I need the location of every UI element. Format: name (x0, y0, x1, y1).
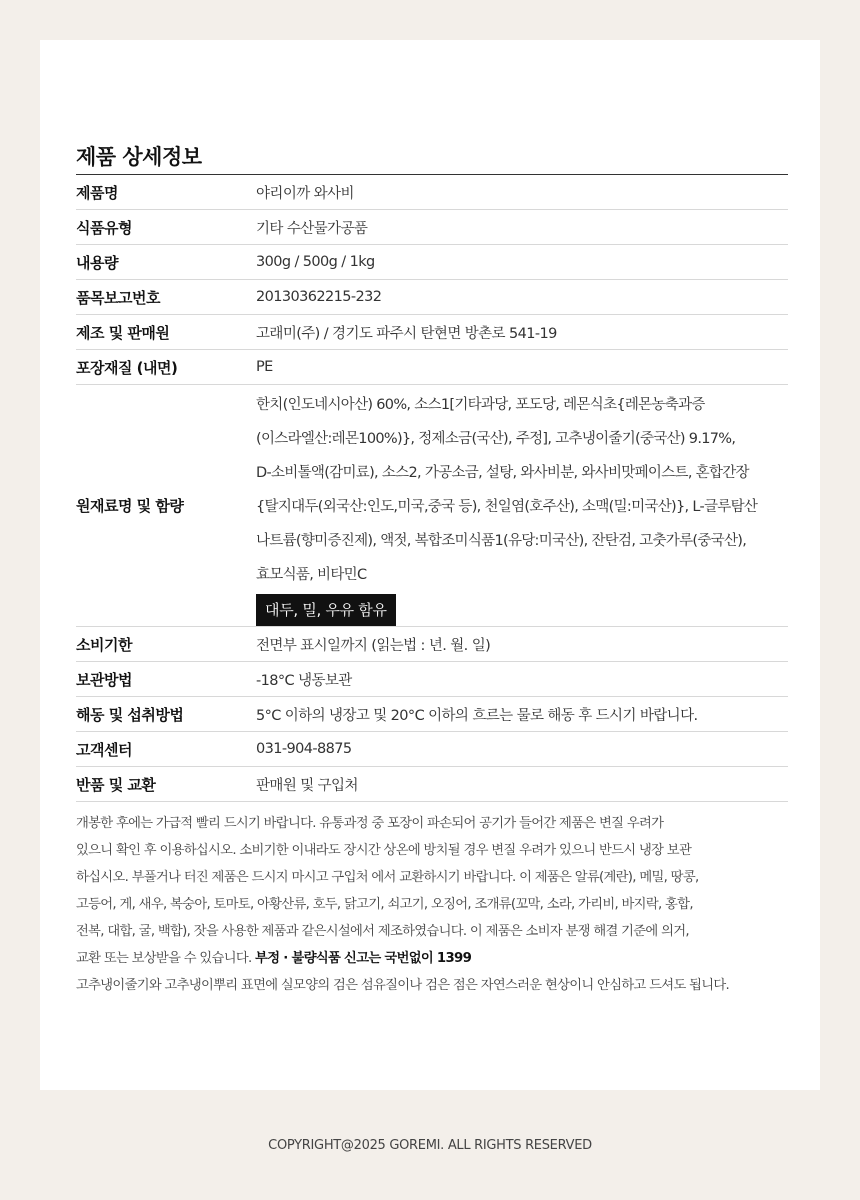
info-row-packaging (76, 350, 788, 385)
ingredient-line: 한치(인도네시아산) 60%, 소스1[기타과당, 포도당, 레몬식초{레몬농축과증 (256, 396, 705, 413)
product-info-section (76, 140, 788, 999)
copyright-footer: COPYRIGHT@2025 GOREMI. ALL RIGHTS RESERVED (268, 1138, 592, 1153)
info-row-product-name (76, 175, 788, 210)
row-label: 품목보고번호 (76, 288, 160, 307)
row-value: 20130362215-232 (256, 289, 382, 305)
row-label: 식품유형 (76, 218, 132, 237)
info-row-net-content (76, 245, 788, 280)
ingredients-list (256, 386, 788, 626)
info-row-customer-center (76, 732, 788, 767)
row-value: 전면부 표시일까지 (읽는법 : 년. 월. 일) (256, 637, 491, 654)
row-label: 제품명 (76, 183, 118, 202)
ingredient-line: (이스라엘산:레몬100%)}, 정제소금(국산), 주정], 고추냉이줄기(중국산) 9.17%, (256, 430, 736, 447)
info-row-manufacturer (76, 315, 788, 350)
note-line: 개봉한 후에는 가급적 빨리 드시기 바랍니다. 유통과정 중 포장이 파손되어 공기가 들어간 제품은 변질 우려가 (76, 816, 664, 831)
row-label: 제조 및 판매원 (76, 323, 170, 342)
row-value: 고래미(주) / 경기도 파주시 탄현면 방촌로 541-19 (256, 325, 557, 342)
row-label: 고객센터 (76, 740, 132, 759)
info-row-expiry (76, 627, 788, 662)
row-value: 기타 수산물가공품 (256, 220, 368, 237)
note-text: 교환 또는 보상받을 수 있습니다. (76, 951, 256, 966)
row-label: 포장재질 (내면) (76, 358, 178, 377)
info-row-thawing (76, 697, 788, 732)
row-value: 판매원 및 구입처 (256, 777, 358, 794)
note-line: 하십시오. 부풀거나 터진 제품은 드시지 마시고 구입처 에서 교환하시기 바랍니다. 이 제품은 알류(계란), 메밀, 땅콩, (76, 870, 699, 885)
allergen-badge: 대두, 밀, 우유 함유 (256, 594, 396, 626)
row-label: 내용량 (76, 253, 118, 272)
row-label: 해동 및 섭취방법 (76, 705, 184, 724)
note-line: 고추냉이줄기와 고추냉이뿌리 표면에 실모양의 검은 섬유질이나 검은 점은 자연스러운 현상이니 안심하고 드셔도 됩니다. (76, 978, 730, 993)
info-row-report-number (76, 280, 788, 315)
info-row-ingredients (76, 385, 788, 627)
section-title: 제품 상세정보 (76, 140, 788, 175)
row-value: -18°C 냉동보관 (256, 672, 352, 689)
caution-notes (76, 810, 788, 999)
row-value: 031-904-8875 (256, 741, 352, 757)
row-value: 5°C 이하의 냉장고 및 20°C 이하의 흐르는 물로 해동 후 드시기 바랍니다. (256, 707, 698, 724)
product-info-card (40, 40, 820, 1090)
info-row-food-type (76, 210, 788, 245)
note-line: 있으니 확인 후 이용하십시오. 소비기한 이내라도 장시간 상온에 방치될 경우 변질 우려가 있으니 반드시 냉장 보관 (76, 843, 692, 858)
row-value: 300g / 500g / 1kg (256, 254, 375, 270)
ingredient-line: D-소비톨액(감미료), 소스2, 가공소금, 설탕, 와사비분, 와사비맛페이스트, 혼합간장 (256, 464, 749, 481)
ingredient-line: 효모식품, 비타민C (256, 566, 367, 583)
row-label: 소비기한 (76, 635, 132, 654)
row-label: 원재료명 및 함량 (76, 497, 184, 515)
ingredient-line: {탈지대두(외국산:인도,미국,중국 등), 천일염(호주산), 소맥(밀:미국산)}, L-글루탐산 (256, 498, 758, 515)
info-row-storage (76, 662, 788, 697)
ingredient-line: 나트륨(향미증진제), 액젓, 복합조미식품1(유당:미국산), 잔탄검, 고춧가루(중국산), (256, 532, 747, 549)
row-value: 야리이까 와사비 (256, 185, 354, 202)
note-line: 전복, 대합, 굴, 백합), 잣을 사용한 제품과 같은시설에서 제조하였습니다. 이 제품은 소비자 분쟁 해결 기준에 의거, (76, 924, 689, 939)
note-line (76, 945, 788, 972)
note-line: 고등어, 게, 새우, 복숭아, 토마토, 아황산류, 호두, 닭고기, 쇠고기, 오징어, 조개류(꼬막, 소라, 가리비, 바지락, 홍합, (76, 897, 693, 912)
row-label: 반품 및 교환 (76, 775, 156, 794)
info-row-returns (76, 767, 788, 802)
report-hotline-text: 부정 · 불량식품 신고는 국번없이 1399 (255, 951, 472, 966)
row-label: 보관방법 (76, 670, 132, 689)
row-value: PE (256, 359, 273, 375)
